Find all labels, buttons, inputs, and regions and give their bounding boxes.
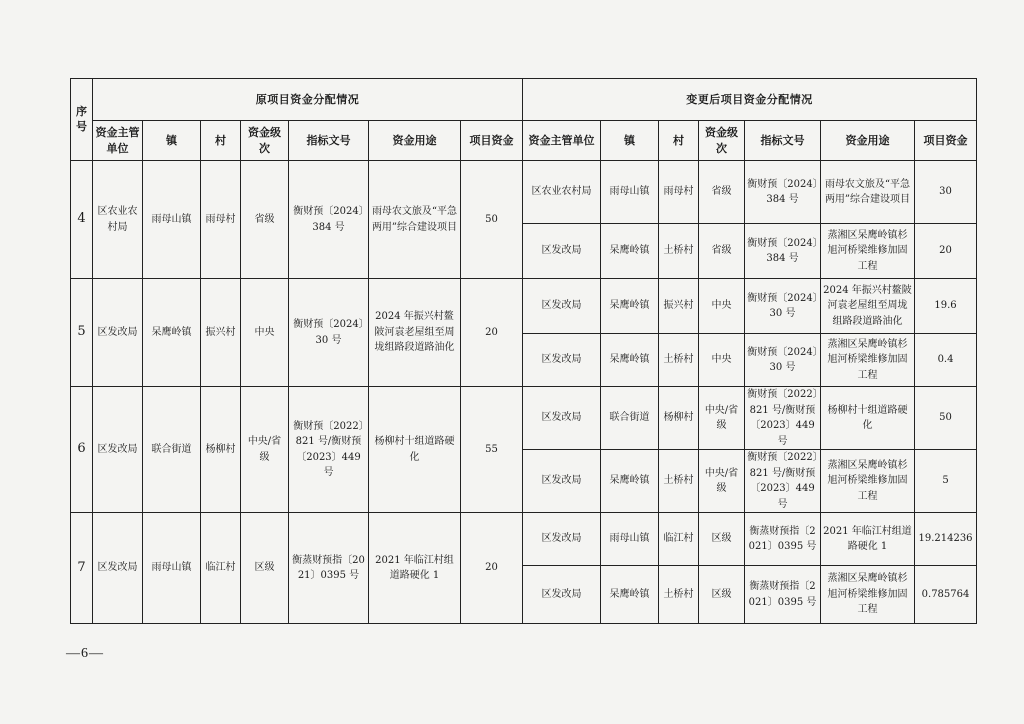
orig-doc: 衡财预〔2024〕30 号 (289, 279, 369, 387)
row-seq: 6 (71, 387, 93, 513)
new-use: 雨母农文旅及“平急两用”综合建设项目 (821, 161, 915, 224)
seq-header: 序号 (71, 79, 93, 161)
orig-use: 2024 年振兴村鳌陂河袁老屋组至周垅组路段道路油化 (369, 279, 461, 387)
new-amount: 20 (915, 224, 977, 279)
orig-doc: 衡财预〔2024〕384 号 (289, 161, 369, 279)
new-amount: 50 (915, 387, 977, 450)
col-use-new: 资金用途 (821, 121, 915, 161)
new-town: 呆鹰岭镇 (601, 566, 659, 624)
orig-doc: 衡财预〔2022〕821 号/衡财预〔2023〕449 号 (289, 387, 369, 513)
orig-village: 杨柳村 (201, 387, 241, 513)
col-use-orig: 资金用途 (369, 121, 461, 161)
new-use: 2021 年临江村组道路硬化 1 (821, 513, 915, 566)
orig-unit: 区农业农村局 (93, 161, 143, 279)
new-village: 土桥村 (659, 450, 699, 513)
new-level: 省级 (699, 224, 745, 279)
fund-allocation-table (70, 78, 977, 624)
new-level: 省级 (699, 161, 745, 224)
new-doc: 衡蒸财预指〔2021〕0395 号 (745, 566, 821, 624)
orig-village: 雨母村 (201, 161, 241, 279)
orig-level: 区级 (241, 513, 289, 624)
orig-village: 振兴村 (201, 279, 241, 387)
new-unit: 区农业农村局 (523, 161, 601, 224)
new-unit: 区发改局 (523, 513, 601, 566)
new-level: 中央 (699, 334, 745, 387)
col-doc-orig: 指标文号 (289, 121, 369, 161)
new-use: 蒸湘区呆鹰岭镇杉旭河桥梁维修加固工程 (821, 334, 915, 387)
new-level: 中央/省级 (699, 450, 745, 513)
orig-unit: 区发改局 (93, 513, 143, 624)
new-town: 呆鹰岭镇 (601, 224, 659, 279)
new-village: 土桥村 (659, 224, 699, 279)
orig-amount: 20 (461, 513, 523, 624)
new-town: 呆鹰岭镇 (601, 279, 659, 334)
new-level: 中央/省级 (699, 387, 745, 450)
new-unit: 区发改局 (523, 387, 601, 450)
column-header-row (71, 121, 977, 161)
new-unit: 区发改局 (523, 334, 601, 387)
col-doc-new: 指标文号 (745, 121, 821, 161)
new-use: 蒸湘区呆鹰岭镇杉旭河桥梁维修加固工程 (821, 450, 915, 513)
orig-amount: 20 (461, 279, 523, 387)
col-unit-orig: 资金主管单位 (93, 121, 143, 161)
new-amount: 0.4 (915, 334, 977, 387)
new-doc: 衡财预〔2022〕821 号/衡财预〔2023〕449 号 (745, 450, 821, 513)
page-number: —6— (66, 646, 104, 661)
new-doc: 衡财预〔2024〕384 号 (745, 161, 821, 224)
new-level: 区级 (699, 566, 745, 624)
changed-group-header: 变更后项目资金分配情况 (523, 79, 977, 121)
row-seq: 4 (71, 161, 93, 279)
new-amount: 19.6 (915, 279, 977, 334)
col-town-new: 镇 (601, 121, 659, 161)
new-village: 临江村 (659, 513, 699, 566)
new-unit: 区发改局 (523, 279, 601, 334)
row-seq: 5 (71, 279, 93, 387)
new-use: 蒸湘区呆鹰岭镇杉旭河桥梁维修加固工程 (821, 566, 915, 624)
col-village-orig: 村 (201, 121, 241, 161)
orig-use: 2021 年临江村组道路硬化 1 (369, 513, 461, 624)
new-doc: 衡财预〔2024〕30 号 (745, 334, 821, 387)
orig-town: 雨母山镇 (143, 513, 201, 624)
new-town: 雨母山镇 (601, 161, 659, 224)
orig-town: 呆鹰岭镇 (143, 279, 201, 387)
orig-level: 中央/省级 (241, 387, 289, 513)
new-use: 杨柳村十组道路硬化 (821, 387, 915, 450)
new-amount: 0.785764 (915, 566, 977, 624)
col-level-new: 资金级次 (699, 121, 745, 161)
new-village: 土桥村 (659, 334, 699, 387)
col-level-orig: 资金级次 (241, 121, 289, 161)
original-group-header: 原项目资金分配情况 (93, 79, 523, 121)
new-village: 杨柳村 (659, 387, 699, 450)
orig-amount: 50 (461, 161, 523, 279)
col-amount-orig: 项目资金 (461, 121, 523, 161)
orig-level: 中央 (241, 279, 289, 387)
new-amount: 5 (915, 450, 977, 513)
new-unit: 区发改局 (523, 566, 601, 624)
table-row (71, 387, 977, 450)
row-seq: 7 (71, 513, 93, 624)
orig-use: 雨母农文旅及“平急两用”综合建设项目 (369, 161, 461, 279)
new-town: 呆鹰岭镇 (601, 450, 659, 513)
orig-unit: 区发改局 (93, 279, 143, 387)
col-amount-new: 项目资金 (915, 121, 977, 161)
new-doc: 衡财预〔2022〕821 号/衡财预〔2023〕449 号 (745, 387, 821, 450)
table-row (71, 161, 977, 224)
orig-town: 雨母山镇 (143, 161, 201, 279)
new-doc: 衡财预〔2024〕30 号 (745, 279, 821, 334)
new-use: 2024 年振兴村鳌陂河袁老屋组至周垅组路段道路油化 (821, 279, 915, 334)
new-unit: 区发改局 (523, 224, 601, 279)
col-village-new: 村 (659, 121, 699, 161)
new-town: 雨母山镇 (601, 513, 659, 566)
new-town: 呆鹰岭镇 (601, 334, 659, 387)
new-amount: 19.214236 (915, 513, 977, 566)
new-town: 联合街道 (601, 387, 659, 450)
orig-village: 临江村 (201, 513, 241, 624)
new-use: 蒸湘区呆鹰岭镇杉旭河桥梁维修加固工程 (821, 224, 915, 279)
new-level: 区级 (699, 513, 745, 566)
new-unit: 区发改局 (523, 450, 601, 513)
new-doc: 衡蒸财预指〔2021〕0395 号 (745, 513, 821, 566)
orig-unit: 区发改局 (93, 387, 143, 513)
group-header-row (71, 79, 977, 121)
new-doc: 衡财预〔2024〕384 号 (745, 224, 821, 279)
orig-doc: 衡蒸财预指〔2021〕0395 号 (289, 513, 369, 624)
col-town-orig: 镇 (143, 121, 201, 161)
new-village: 土桥村 (659, 566, 699, 624)
orig-use: 杨柳村十组道路硬化 (369, 387, 461, 513)
orig-amount: 55 (461, 387, 523, 513)
col-unit-new: 资金主管单位 (523, 121, 601, 161)
table-row (71, 513, 977, 566)
table-row (71, 279, 977, 334)
orig-town: 联合街道 (143, 387, 201, 513)
orig-level: 省级 (241, 161, 289, 279)
new-amount: 30 (915, 161, 977, 224)
new-village: 振兴村 (659, 279, 699, 334)
new-level: 中央 (699, 279, 745, 334)
new-village: 雨母村 (659, 161, 699, 224)
